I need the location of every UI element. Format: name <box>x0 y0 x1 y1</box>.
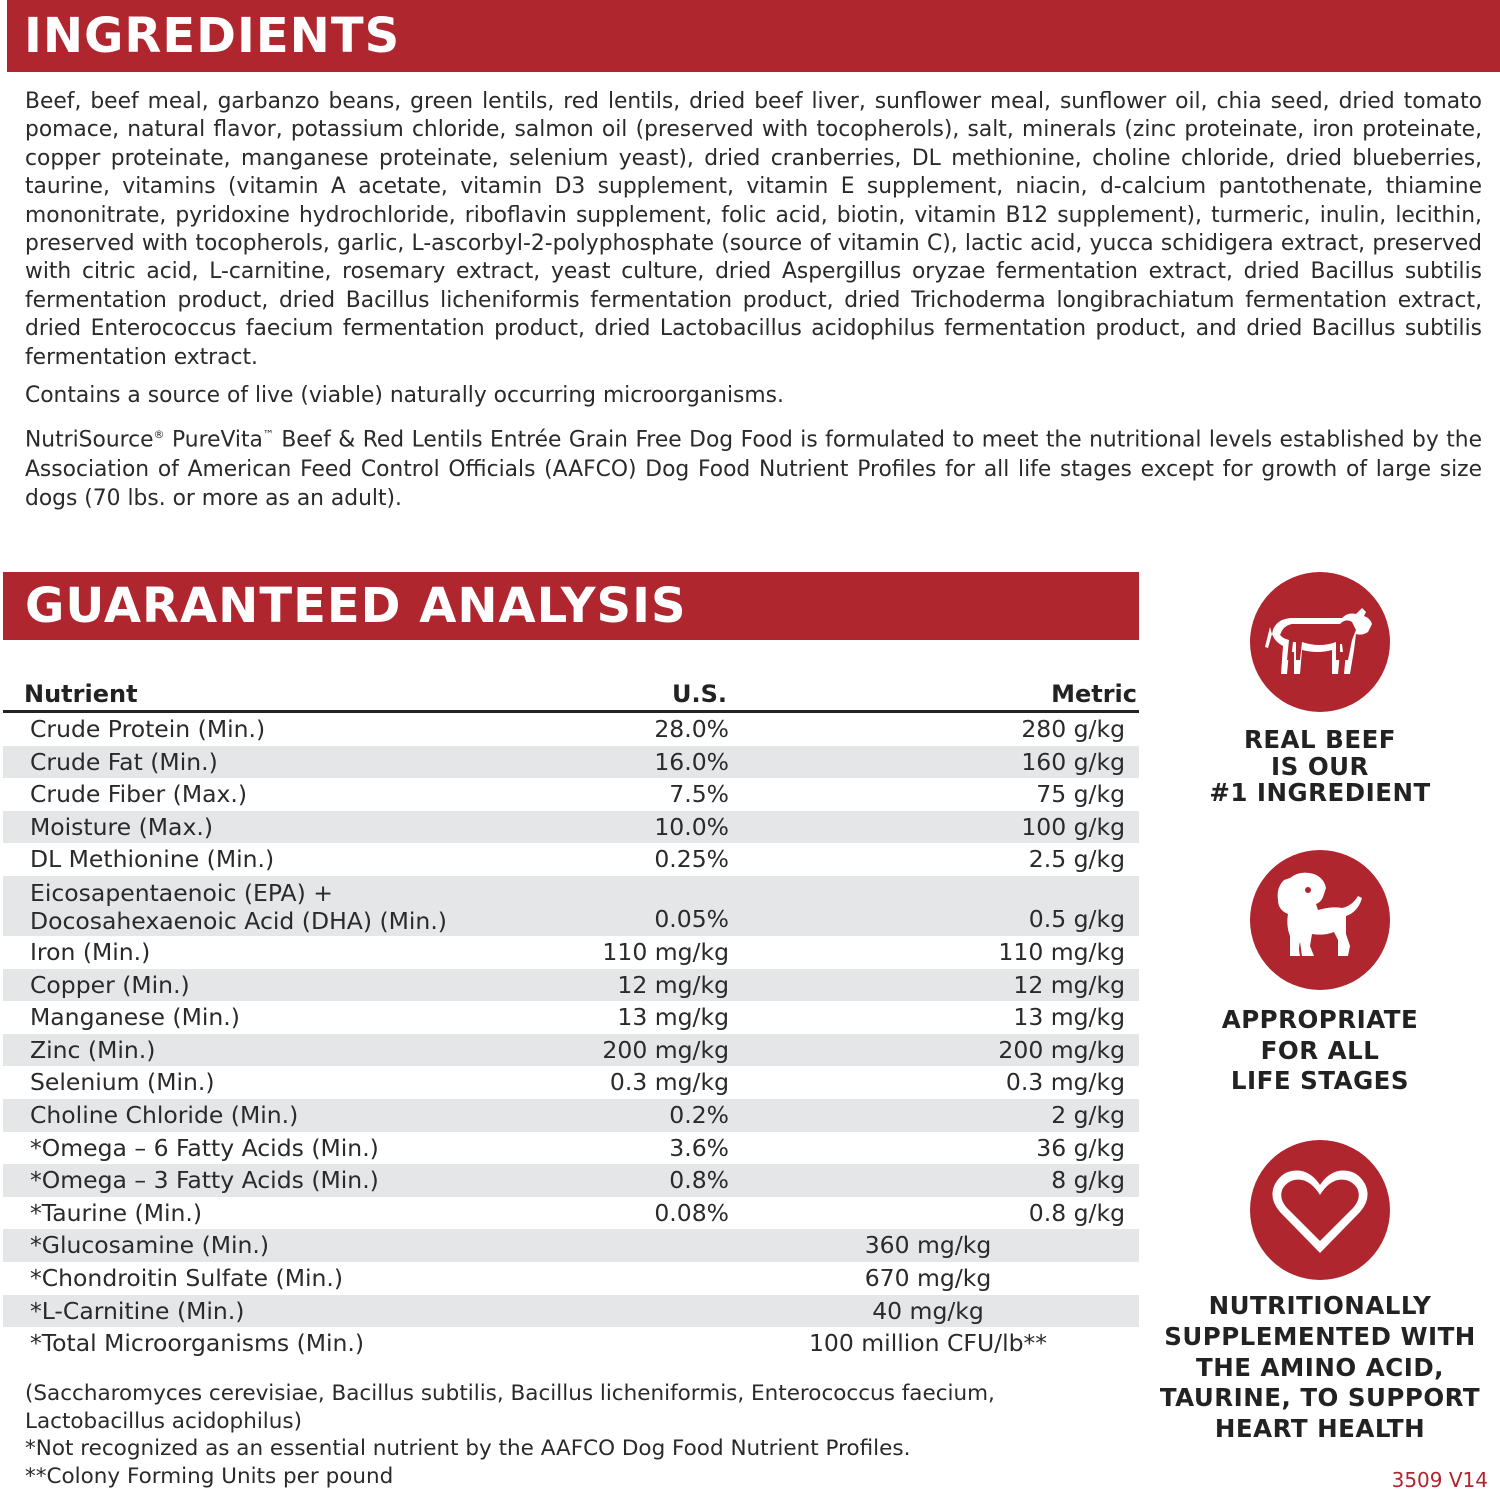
metric-value: 110 mg/kg <box>998 937 1125 966</box>
table-row <box>3 1066 1139 1099</box>
metric-value: 0.8 g/kg <box>1028 1198 1125 1227</box>
table-row <box>3 969 1139 1002</box>
us-value: 7.5% <box>669 780 729 809</box>
beef-caption-line2: IS OUR <box>1271 751 1369 781</box>
heart-icon <box>1250 1140 1390 1280</box>
beef-caption <box>1150 727 1490 807</box>
taurine-caption-line1: NUTRITIONALLY <box>1208 1291 1432 1320</box>
us-value: 200 mg/kg <box>602 1035 729 1064</box>
product-code: 3509 V14 <box>1391 1468 1488 1492</box>
product-line: PureVita <box>172 427 263 453</box>
us-value: 16.0% <box>654 747 729 776</box>
taurine-caption-line2: SUPPLEMENTED WITH <box>1164 1321 1476 1351</box>
table-header <box>3 678 1139 713</box>
life-stages-caption <box>1150 1005 1490 1097</box>
metric-value: 2 g/kg <box>1051 1100 1125 1129</box>
ingredients-list: Beef, beef meal, garbanzo beans, green lentils, red lentils, dried beef liver, sunflower meal, sunflower oil, chia seed, dried tomato pomace, natural flavor, potassium chloride, salmon oil (preserved with tocopherols), salt, minerals (zinc proteinate, iron proteinate, copper proteinate, manganese proteinate, selenium yeast), dried cranberries, DL methionine, choline chloride, dried blueberries, taurine, vitamins (vitamin A acetate, vitamin D3 supplement, vitamin E supplement, niacin, d-calcium pantothenate, thiamine mononitrate, pyridoxine hydrochloride, riboflavin supplement, folic acid, biotin, vitamin B12 supplement), turmeric, inulin, lecithin, preserved with tocopherols, garlic, L-ascorbyl-2-polyphosphate (source of vitamin C), lactic acid, yucca schidigera extract, preserved with citric acid, L-carnitine, rosemary extract, yeast culture, dried Aspergillus oryzae fermentation extract, dried Bacillus subtilis fermentation product, dried Bacillus licheniformis fermentation product, dried Trichoderma longibrachiatum fermentation extract, dried Enterococcus faecium fermentation product, dried Lactobacillus acidophilus fermentation product, and dried Bacillus subtilis fermentation extract. <box>25 89 1482 370</box>
table-row <box>3 1001 1139 1034</box>
metric-value: 75 g/kg <box>1036 780 1125 809</box>
life-stages-line1: APPROPRIATE <box>1221 1005 1419 1034</box>
microorganisms-note: Contains a source of live (viable) naturally occurring microorganisms. <box>25 383 784 408</box>
combined-value: 40 mg/kg <box>872 1296 984 1325</box>
us-value: 28.0% <box>654 715 729 743</box>
puppy-icon <box>1250 850 1390 990</box>
us-value: 10.0% <box>654 812 729 841</box>
us-value: 0.08% <box>654 1198 729 1227</box>
nutrient-name: Selenium (Min.) <box>30 1068 215 1097</box>
footnote-not-essential: *Not recognized as an essential nutrient by the AAFCO Dog Food Nutrient Profiles. <box>25 1436 911 1461</box>
heart-badge <box>1250 1140 1390 1280</box>
nutrient-name: Eicosapentaenoic (EPA) + Docosahexaenoic Acid (DHA) (Min.) <box>30 878 447 935</box>
table-row <box>3 1327 1139 1360</box>
beef-caption-line3: #1 INGREDIENT <box>1209 778 1431 807</box>
table-row <box>3 1229 1139 1262</box>
us-value: 13 mg/kg <box>617 1003 729 1032</box>
metric-value: 8 g/kg <box>1051 1166 1125 1195</box>
ingredients-title: INGREDIENTS <box>24 8 401 64</box>
metric-value: 200 mg/kg <box>998 1035 1125 1064</box>
table-row <box>3 778 1139 811</box>
table-row <box>3 1132 1139 1165</box>
registered-mark: ® <box>153 428 165 441</box>
header-nutrient: Nutrient <box>24 680 138 708</box>
cow-badge <box>1250 572 1390 712</box>
taurine-caption <box>1150 1291 1490 1445</box>
nutrient-name: *Taurine (Min.) <box>30 1198 203 1227</box>
table-row <box>3 876 1139 936</box>
metric-value: 0.3 mg/kg <box>1005 1068 1125 1097</box>
metric-value: 160 g/kg <box>1021 747 1125 776</box>
nutrient-name: *L-Carnitine (Min.) <box>30 1296 245 1325</box>
life-stages-line3: LIFE STAGES <box>1230 1066 1410 1095</box>
us-value: 3.6% <box>669 1133 729 1162</box>
nutrient-name: Zinc (Min.) <box>30 1035 156 1064</box>
us-value: 0.25% <box>654 845 729 874</box>
nutrient-name: DL Methionine (Min.) <box>30 845 275 874</box>
table-row <box>3 1295 1139 1328</box>
ingredients-title-banner <box>7 0 1500 72</box>
cow-icon <box>1250 572 1390 712</box>
metric-value: 36 g/kg <box>1036 1133 1125 1162</box>
nutrient-name: Crude Fat (Min.) <box>30 747 218 776</box>
metric-value: 2.5 g/kg <box>1028 845 1125 874</box>
table-body <box>3 713 1139 1360</box>
header-metric: Metric <box>1051 680 1137 708</box>
table-row <box>3 936 1139 969</box>
nutrient-name: Copper (Min.) <box>30 970 190 999</box>
analysis-title-banner <box>3 572 1139 640</box>
analysis-table <box>3 678 1139 1360</box>
life-stages-line2: FOR ALL <box>1260 1035 1380 1065</box>
table-row <box>3 1034 1139 1067</box>
us-value: 0.8% <box>669 1166 729 1195</box>
taurine-caption-line5: HEART HEALTH <box>1214 1414 1426 1444</box>
us-value: 110 mg/kg <box>602 937 729 966</box>
puppy-badge <box>1250 850 1390 990</box>
us-value: 0.05% <box>654 904 729 933</box>
combined-value: 100 million CFU/lb** <box>808 1329 1048 1358</box>
footnotes <box>25 1380 1125 1490</box>
nutrient-name: Choline Chloride (Min.) <box>30 1100 299 1129</box>
combined-value: 670 mg/kg <box>864 1263 992 1292</box>
header-us: U.S. <box>671 680 727 708</box>
taurine-caption-line3: THE AMINO ACID, <box>1195 1352 1444 1382</box>
nutrient-name: *Glucosamine (Min.) <box>30 1231 270 1260</box>
statement-text: Beef & Red Lentils Entrée Grain Free Dog Food is formulated to meet the nutritional levels established by the Association of American Feed Control Officials (AAFCO) Dog Food Nutrient Profiles for all life stages except for growth of large size dogs (70 lbs. or more as an adult). <box>25 427 1483 512</box>
table-row <box>3 746 1139 779</box>
nutrient-name: *Total Microorganisms (Min.) <box>30 1329 365 1358</box>
table-row <box>3 1164 1139 1197</box>
table-row <box>3 1099 1139 1132</box>
brand-name: NutriSource <box>25 427 154 453</box>
nutrient-name: *Omega – 6 Fatty Acids (Min.) <box>30 1133 379 1162</box>
nutrient-name: Manganese (Min.) <box>30 1003 240 1032</box>
table-row <box>3 1262 1139 1295</box>
nutrient-name: Crude Fiber (Max.) <box>30 780 248 809</box>
analysis-title: GUARANTEED ANALYSIS <box>25 578 687 634</box>
nutrient-name: *Omega – 3 Fatty Acids (Min.) <box>30 1166 379 1195</box>
us-value: 12 mg/kg <box>617 970 729 999</box>
metric-value: 100 g/kg <box>1021 812 1125 841</box>
footnote-organisms: (Saccharomyces cerevisiae, Bacillus subtilis, Bacillus licheniformis, Enterococcus faecium, Lactobacillus acidophilus) <box>25 1381 995 1434</box>
table-row <box>3 843 1139 876</box>
taurine-caption-line4: TAURINE, TO SUPPORT <box>1159 1383 1481 1413</box>
beef-caption-line1: REAL BEEF <box>1243 725 1397 754</box>
us-value: 0.2% <box>669 1100 729 1129</box>
nutrient-name: Moisture (Max.) <box>30 812 213 841</box>
metric-value: 280 g/kg <box>1021 715 1125 743</box>
table-row <box>3 1197 1139 1230</box>
us-value: 0.3 mg/kg <box>609 1068 729 1097</box>
nutrient-name: Crude Protein (Min.) <box>30 715 266 743</box>
metric-value: 12 mg/kg <box>1013 970 1125 999</box>
trademark-mark: ™ <box>262 428 274 441</box>
table-row <box>3 811 1139 844</box>
combined-value: 360 mg/kg <box>864 1231 992 1260</box>
footnote-cfu: **Colony Forming Units per pound <box>25 1463 394 1489</box>
table-row <box>3 713 1139 746</box>
metric-value: 0.5 g/kg <box>1028 904 1125 933</box>
nutrient-name: *Chondroitin Sulfate (Min.) <box>30 1263 344 1292</box>
aafco-statement <box>25 420 1482 514</box>
nutrient-name: Iron (Min.) <box>30 937 151 966</box>
metric-value: 13 mg/kg <box>1013 1003 1125 1032</box>
